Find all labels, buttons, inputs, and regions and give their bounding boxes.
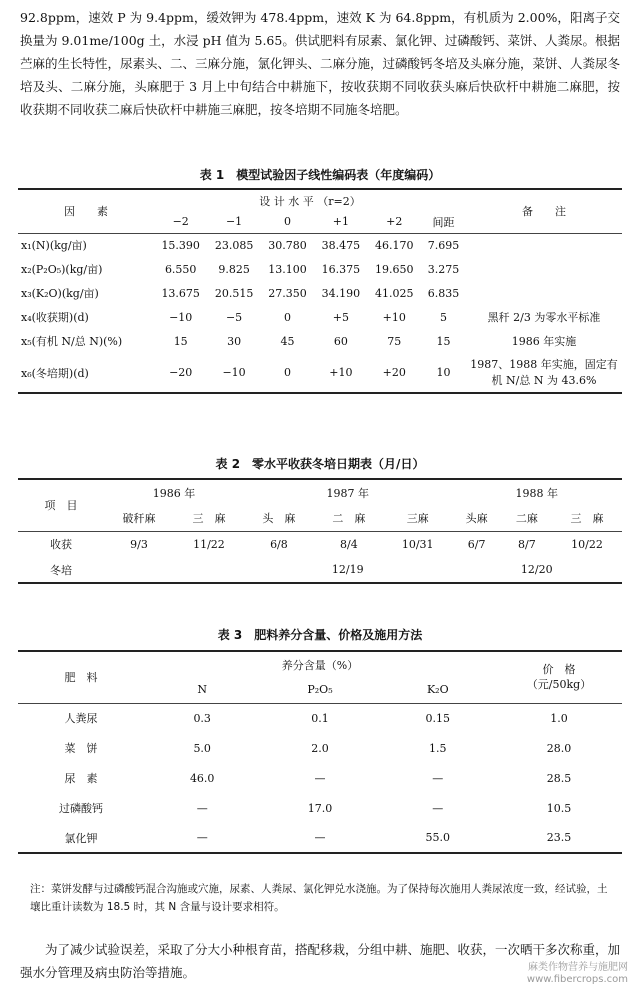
table3 xyxy=(18,650,622,854)
value-cell: — xyxy=(314,771,326,785)
table2-header-item: 项 目 xyxy=(44,499,78,513)
table-row xyxy=(18,281,622,305)
level-header: −1 xyxy=(225,215,243,229)
value-cell: — xyxy=(196,831,208,844)
table1 xyxy=(18,188,622,394)
date-cell: 12/19 xyxy=(331,563,364,576)
value-cell: 9.825 xyxy=(218,262,250,276)
value-cell: 45 xyxy=(280,334,295,348)
table1-header-note: 备 注 xyxy=(522,205,566,219)
subheader: 三 麻 xyxy=(570,511,604,525)
value-cell: 10.5 xyxy=(546,801,572,815)
subheader: 三 麻 xyxy=(192,511,226,525)
value-cell: 0 xyxy=(283,310,291,324)
level-header: 0 xyxy=(283,215,291,229)
year-header: 1987 年 xyxy=(326,486,369,500)
value-cell: 34.190 xyxy=(321,286,361,300)
value-cell: — xyxy=(432,771,444,785)
value-cell: 0.3 xyxy=(193,711,211,725)
table-row xyxy=(18,793,622,823)
table2-caption: 表 2 零水平收获冬培日期表（月/日） xyxy=(215,457,425,471)
note-cell: 黑秆 2/3 为零水平标准 xyxy=(487,311,601,324)
table3-header-price xyxy=(496,651,622,703)
date-cell: 6/7 xyxy=(467,537,486,551)
note-cell: 1987、1988 年实施，固定有机 N/总 N 为 43.6% xyxy=(470,357,618,387)
date-cell: 6/8 xyxy=(270,537,288,551)
value-cell: 1.0 xyxy=(550,711,568,725)
nutrient-header: N xyxy=(197,683,207,697)
value-cell: 15.390 xyxy=(161,238,200,252)
value-cell: 15 xyxy=(173,334,188,348)
value-cell: 13.675 xyxy=(161,286,200,300)
value-cell: +10 xyxy=(382,310,406,324)
fertilizer-name: 过磷酸钙 xyxy=(59,802,103,815)
value-cell: 5.0 xyxy=(193,741,211,755)
value-cell: 1.5 xyxy=(429,741,447,755)
price-label: 价 格 xyxy=(542,663,576,677)
subheader: 头麻 xyxy=(465,511,488,525)
level-header: 间距 xyxy=(432,215,455,229)
date-cell: 9/3 xyxy=(130,537,148,551)
table3-header-fertilizer: 肥 料 xyxy=(64,671,98,685)
value-cell: 46.170 xyxy=(375,238,414,252)
date-cell: 8/7 xyxy=(518,537,536,551)
table-row xyxy=(18,703,622,733)
factor-cell: x₂(P₂O₅)(kg/亩) xyxy=(21,263,103,276)
value-cell: 19.650 xyxy=(375,262,414,276)
watermark-line1: 麻类作物营养与施肥网 xyxy=(528,962,628,973)
value-cell: 60 xyxy=(333,334,348,348)
date-cell: 10/22 xyxy=(571,537,603,551)
fertilizer-name: 氯化钾 xyxy=(64,831,98,845)
table3-note: 注：菜饼发酵与过磷酸钙混合沟施或穴施，尿素、人粪尿、氯化钾兑水浇施。为了保持每次施用人粪尿浓度一致，经试验，土壤比重计读数为 18.5 时，其 N 含量与设计要求相符。 xyxy=(30,883,608,913)
year-header: 1988 年 xyxy=(515,486,558,500)
value-cell: 46.0 xyxy=(189,771,215,785)
table-row xyxy=(18,733,622,763)
intro-paragraph: 92.8ppm，速效 P 为 9.4ppm，缓效钾为 478.4ppm，速效 K 为 64.8ppm，有机质为 2.00%，阳离子交换量为 9.01me/100g 土，水浸 pH 值为 5.65。供试肥料有尿素、氯化钾、过磷酸钙、菜饼、人粪尿。根据苎麻的生长特性，尿素头、二、三麻分施，氯化钾头、二麻分施，过磷酸钙冬培及头麻分施，菜饼、人粪尿冬培及头、二麻分施，头麻肥于 3 月上中旬结合中耕施下，按收获期不同收获头麻后快砍杆中耕施二麻肥，按收获期不同收获二麻后快砍杆中耕施三麻肥，按冬培期不同施冬培肥。 xyxy=(20,10,621,117)
table-row xyxy=(18,531,622,557)
table1-header-factor: 因 素 xyxy=(64,205,108,219)
value-cell: 41.025 xyxy=(375,286,414,300)
value-cell: 0.1 xyxy=(311,711,329,725)
level-header: −2 xyxy=(172,215,189,229)
factor-cell: x₁(N)(kg/亩) xyxy=(21,239,87,253)
value-cell: 30 xyxy=(227,334,242,348)
note-cell xyxy=(466,257,622,281)
value-cell: 16.375 xyxy=(321,262,361,276)
note-cell xyxy=(466,281,622,305)
level-header: +1 xyxy=(332,215,349,229)
table-row xyxy=(18,305,622,329)
value-cell: 6.550 xyxy=(164,262,197,276)
subheader: 破秆麻 xyxy=(122,511,156,525)
nutrient-header: K₂O xyxy=(426,683,449,697)
value-cell: 55.0 xyxy=(425,831,451,844)
value-cell: −20 xyxy=(169,366,193,379)
value-cell: 23.085 xyxy=(214,238,254,252)
value-cell: −10 xyxy=(169,310,193,324)
date-cell: 12/20 xyxy=(520,563,553,576)
value-cell: 7.695 xyxy=(427,238,460,252)
table-row xyxy=(18,353,622,393)
closing-paragraph: 为了减少试验误差，采取了分大小种根育苗，搭配移栽，分组中耕、施肥、收获，一次晒干多次称重，加强水分管理及病虫防治等措施。 xyxy=(20,942,621,980)
date-cell: 8/4 xyxy=(340,537,358,551)
level-header: +2 xyxy=(386,215,403,229)
fertilizer-name: 菜 饼 xyxy=(64,742,98,755)
subheader: 二麻 xyxy=(515,511,538,525)
table-row xyxy=(18,823,622,853)
year-header: 1986 年 xyxy=(152,486,196,500)
factor-cell: x₆(冬培期)(d) xyxy=(21,366,89,380)
factor-cell: x₃(K₂O)(kg/亩) xyxy=(21,287,99,300)
value-cell: 0 xyxy=(283,366,291,379)
value-cell: 20.515 xyxy=(214,286,254,300)
table3-caption: 表 3 肥料养分含量、价格及施用方法 xyxy=(217,628,423,642)
date-cell: 11/22 xyxy=(193,537,225,551)
value-cell: — xyxy=(432,801,444,815)
value-cell: — xyxy=(314,831,326,844)
value-cell: +20 xyxy=(382,366,406,379)
table-row xyxy=(18,557,622,583)
value-cell: +5 xyxy=(332,310,349,324)
subheader: 头 麻 xyxy=(262,511,296,525)
value-cell: 30.780 xyxy=(268,238,307,252)
note-cell: 1986 年实施 xyxy=(511,335,577,348)
date-cell: 10/31 xyxy=(401,537,434,551)
value-cell: 6.835 xyxy=(427,286,460,300)
value-cell: 28.5 xyxy=(546,771,572,785)
value-cell: 5 xyxy=(439,310,447,324)
value-cell: 28.0 xyxy=(546,741,572,755)
nutrient-header: P₂O₅ xyxy=(307,683,333,697)
row-label: 冬培 xyxy=(50,563,72,577)
table1-header-level: 设 计 水 平 （r=2） xyxy=(259,194,361,208)
price-unit: （元/50kg） xyxy=(526,678,592,692)
row-label: 收获 xyxy=(50,538,72,552)
value-cell: — xyxy=(196,801,208,815)
table1-caption: 表 1 模型试验因子线性编码表（年度编码） xyxy=(199,168,441,182)
subheader: 二 麻 xyxy=(332,511,366,525)
value-cell: 0.15 xyxy=(425,711,451,725)
table-row xyxy=(18,763,622,793)
value-cell: −5 xyxy=(225,310,243,324)
value-cell: 2.0 xyxy=(311,741,329,755)
watermark-line2: www.fibercrops.com xyxy=(526,974,628,985)
value-cell: 13.100 xyxy=(268,262,307,276)
fertilizer-name: 尿 素 xyxy=(64,772,98,785)
table-row xyxy=(18,257,622,281)
factor-cell: x₅(有机 N/总 N)(%) xyxy=(21,335,123,348)
subheader: 三麻 xyxy=(406,511,429,525)
table2 xyxy=(18,478,622,584)
value-cell: 10 xyxy=(436,366,451,379)
value-cell: −10 xyxy=(222,366,246,379)
value-cell: 3.275 xyxy=(427,262,460,276)
fertilizer-name: 人粪尿 xyxy=(64,712,98,726)
value-cell: +10 xyxy=(329,366,353,379)
value-cell: 15 xyxy=(436,334,451,348)
table-row xyxy=(18,233,622,257)
value-cell: 27.350 xyxy=(268,286,307,300)
table3-header-nutrient: 养分含量（%） xyxy=(281,658,359,672)
table-row xyxy=(18,329,622,353)
value-cell: 38.475 xyxy=(321,238,361,252)
value-cell: 17.0 xyxy=(307,801,333,815)
factor-cell: x₄(收获期)(d) xyxy=(21,311,89,324)
watermark xyxy=(527,962,628,986)
note-cell xyxy=(466,233,622,257)
value-cell: 23.5 xyxy=(546,831,572,844)
value-cell: 75 xyxy=(387,334,402,348)
